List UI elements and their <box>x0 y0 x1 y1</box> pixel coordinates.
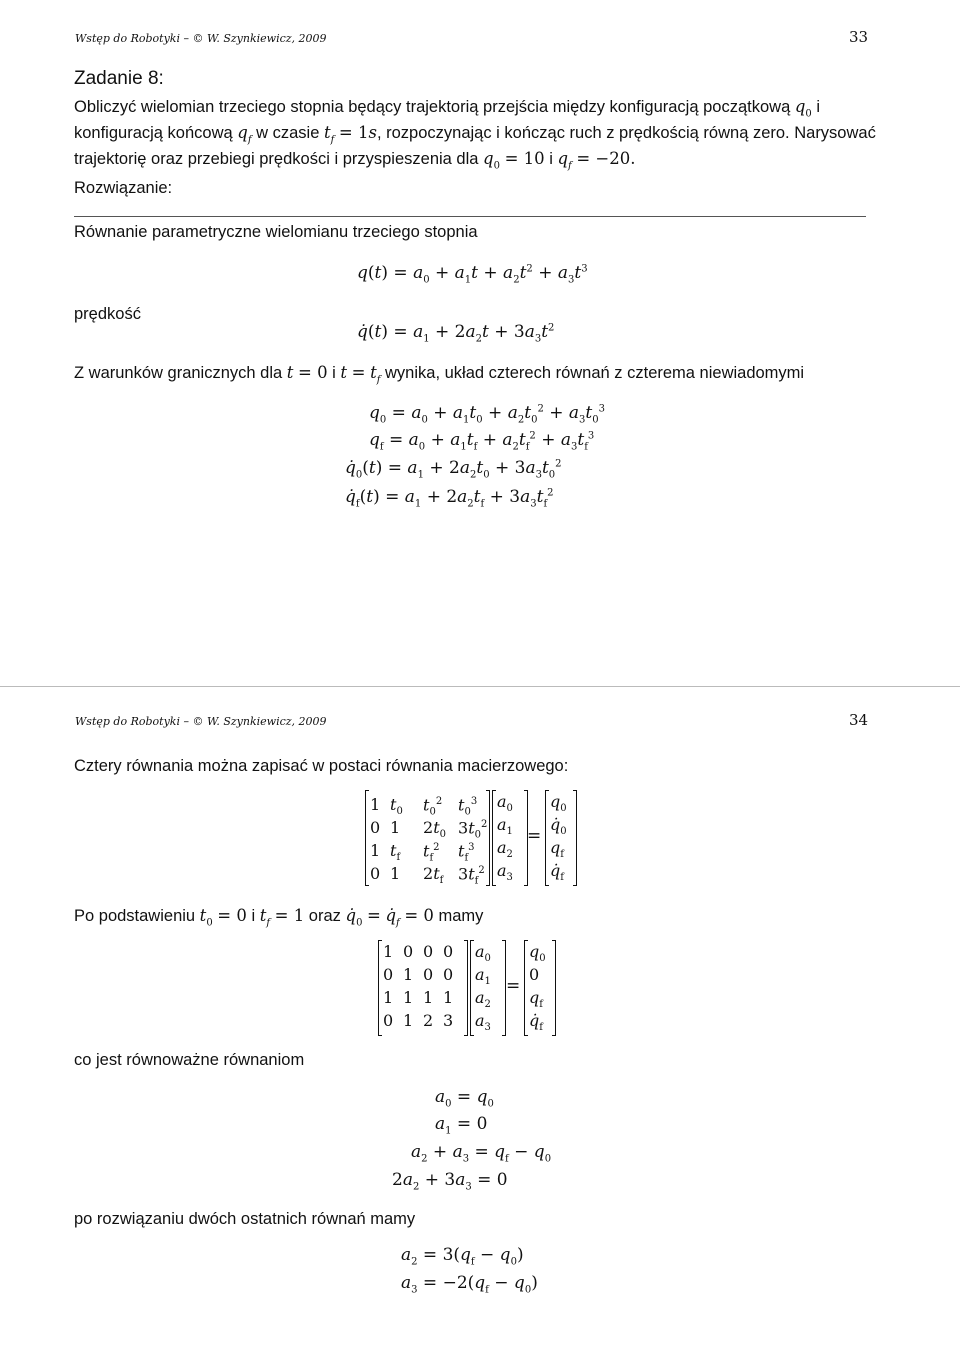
param-intro: Równanie parametryczne wielomianu trzeciego stopnia <box>74 223 478 241</box>
eq-position: $q(t) = a_0 + a_1t + a_2t^2 + a_3t^3$ <box>357 263 588 286</box>
solution-eq-2: $a_3 = -2(q_f - q_0)$ <box>401 1273 538 1296</box>
reduced-eq-3: $a_2 + a_3 = q_f - q_0$ <box>411 1142 552 1165</box>
reduced-eq-2: $a_1 = 0$ <box>435 1114 488 1137</box>
boundary-vector-2: $q_0$ 0 $q_f$ $q̇_f$ <box>524 940 556 1036</box>
coefficient-matrix: 1 $t_0$ $t_0^2$ $t_0^3$ 0 1 $2t_0$ $3t_0^2$ 1 $t_f$ $t_f^2$ $t_f^3$ 0 1 $2t_f$ $3t_f^2$ <box>365 790 490 886</box>
boundary-vector: $q_0$ $q̇_0$ $q_f$ $q̇_f$ <box>545 790 577 886</box>
system-eq-4: $q̇_f(t) = a_1 + 2a_2t_f + 3a_3t_f^2$ <box>345 487 554 510</box>
system-eq-1: $q_0 = a_0 + a_1t_0 + a_2t_0^2 + a_3t_0^3$ <box>369 403 605 426</box>
page-number-2: 34 <box>849 711 869 729</box>
solution-eq-1: $a_2 = 3(q_f - q_0)$ <box>401 1245 524 1268</box>
system-eq-3: $q̇_0(t) = a_1 + 2a_2t_0 + 3a_3t_0^2$ <box>345 458 562 481</box>
page-separator <box>0 686 960 687</box>
unknowns-vector: $a_0$ $a_1$ $a_2$ $a_3$ <box>492 790 528 886</box>
after-text: po rozwiązaniu dwóch ostatnich równań mamy <box>74 1210 416 1228</box>
numeric-matrix: 1 0 0 0 0 1 0 0 1 1 1 1 0 1 2 3 <box>378 940 468 1036</box>
task-title: Zadanie 8: <box>74 68 164 89</box>
reduced-eq-4: $2a_2 + 3a_3 = 0$ <box>392 1170 508 1193</box>
task-line-2: konfiguracją końcową $q_f$ w czasie $t_f = 1s$, rozpoczynając i kończąc ruch z prędkością równą zero. Narysować <box>74 123 876 146</box>
unknowns-vector-2: $a_0$ $a_1$ $a_2$ $a_3$ <box>470 940 506 1036</box>
reduced-eq-1: $a_0 = q_0$ <box>435 1087 494 1110</box>
velocity-label: prędkość <box>74 305 141 323</box>
matrix-intro: Cztery równania można zapisać w postaci równania macierzowego: <box>74 757 569 775</box>
substitution-text: Po podstawieniu $t_0 = 0$ i $t_f = 1$ oraz $q̇_0$ = $q̇_f = 0$ mamy <box>74 906 484 929</box>
page-header: Wstęp do Robotyki – © W. Szynkiewicz, 2009 <box>75 32 327 45</box>
divider <box>74 216 866 217</box>
page-number: 33 <box>849 28 869 46</box>
task-line-3: trajektorię oraz przebiegi prędkości i przyspieszenia dla $q_0 = 10$ i $q_f = -20$. <box>74 149 636 172</box>
system-eq-2: $q_f = a_0 + a_1t_f + a_2t_f^2 + a_3t_f^3$ <box>369 430 595 453</box>
page-header-2: Wstęp do Robotyki – © W. Szynkiewicz, 2009 <box>75 715 327 728</box>
equals-sign: = <box>527 826 542 846</box>
boundary-text: Z warunków granicznych dla t = 0 i $t = t_f$ wynika, układ czterech równań z czterema niewiadomymi <box>74 363 805 386</box>
task-line-1: Obliczyć wielomian trzeciego stopnia będący trajektorią przejścia między konfiguracją początkową $q_0$ i <box>74 97 821 120</box>
eq-velocity: q̇(t) = $a_1 + 2a_2t + 3a_3t^2$ <box>357 322 555 345</box>
equivalent-text: co jest równoważne równaniom <box>74 1051 305 1069</box>
equals-sign-2: = <box>506 976 521 996</box>
solution-label: Rozwiązanie: <box>74 179 173 197</box>
